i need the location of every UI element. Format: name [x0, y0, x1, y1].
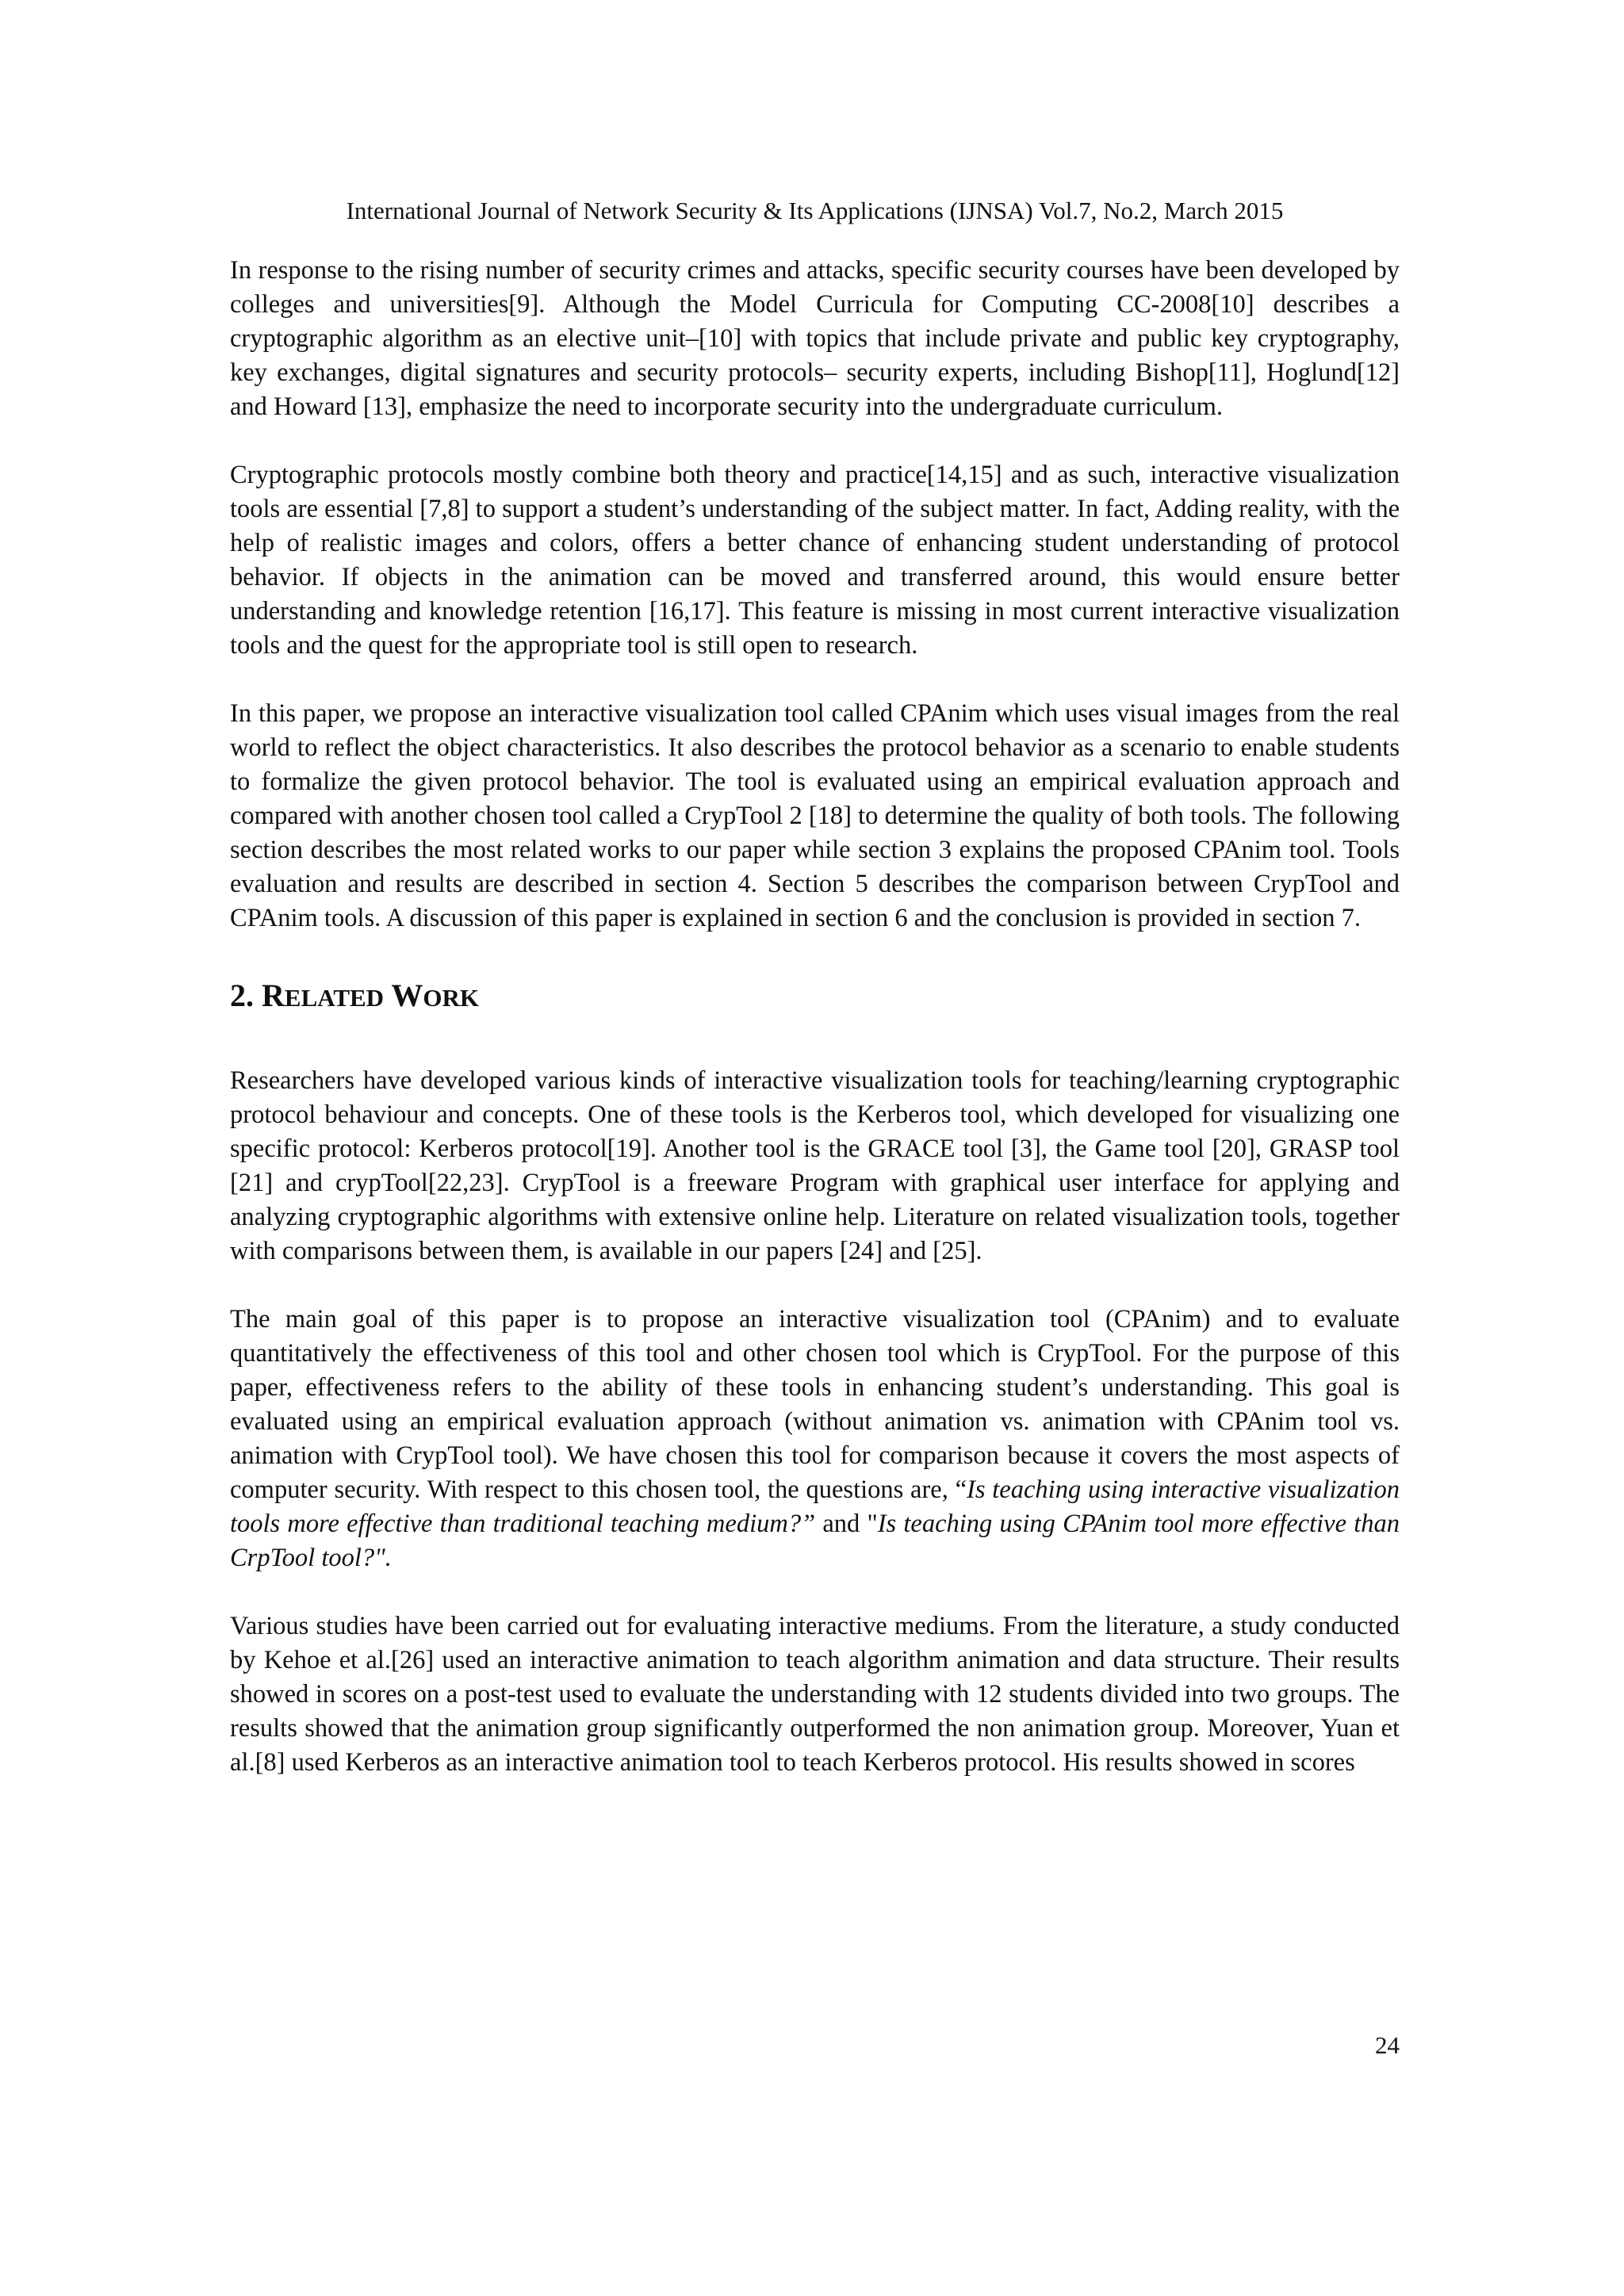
- paragraph-paper-proposal: In this paper, we propose an interactive visualization tool called CPAnim which uses visual images from the real world to reflect the object characteristics. It also describes the protocol behavior as a scenario to enable students to formalize the given protocol behavior. The tool is evaluated using an empirical evaluation approach and compared with another chosen tool called a CrypTool 2 [18] to determine the quality of both tools. The following section describes the most related works to our paper while section 3 explains the proposed CPAnim tool. Tools evaluation and results are described in section 4. Section 5 describes the comparison between CrypTool and CPAnim tools. A discussion of this paper is explained in section 6 and the conclusion is provided in section 7.: [230, 699, 1400, 932]
- paragraph-related-tools: Researchers have developed various kinds of interactive visualization tools for teaching/learning cryptographic protocol behaviour and concepts. One of these tools is the Kerberos tool, which developed for visualizing one specific protocol: Kerberos protocol[19]. Another tool is the GRACE tool [3], the Game tool [20], GRASP tool [21] and crypTool[22,23]. CrypTool is a freeware Program with graphical user interface for applying and analyzing cryptographic algorithms with extensive online help. Literature on related visualization tools, together with comparisons between them, is available in our papers [24] and [25].: [230, 1066, 1400, 1265]
- section-heading-related-work: [230, 970, 1400, 1064]
- research-question-2: Is teaching using CPAnim tool more effective than CrpTool tool?".: [230, 1510, 1400, 1572]
- research-question-1: Is teaching using interactive visualization tools more effective than traditional teaching medium?”: [230, 1475, 1400, 1538]
- page-body: [230, 254, 1400, 1780]
- heading-word-related: RELATED: [262, 978, 385, 1013]
- section-number: 2.: [230, 978, 262, 1013]
- paragraph-main-goal: The main goal of this paper is to propose an interactive visualization tool (CPAnim) and to evaluate quantitatively the effectiveness of this tool and other chosen tool which is CrypTool. For the purpose of this paper, effectiveness refers to the ability of these tools in enhancing student’s understanding. This goal is evaluated using an empirical evaluation approach (without animation vs. animation with CPAnim tool vs. animation with CrypTool tool). We have chosen this tool for comparison because it covers the most aspects of computer security. With respect to this chosen tool, the questions are, “Is teaching using interactive visualization tools more effective than traditional teaching medium?” and "Is teaching using CPAnim tool more effective than CrpTool tool?".: [230, 1305, 1400, 1572]
- page-number: 24: [1375, 2031, 1400, 2059]
- running-header: International Journal of Network Security & Its Applications (IJNSA) Vol.7, No.2, March 2015: [346, 197, 1284, 224]
- paragraph-intro-security-courses: In response to the rising number of security crimes and attacks, specific security courses have been developed by colleges and universities[9]. Although the Model Curricula for Computing CC-2008[10] describes a cryptographic algorithm as an elective unit–[10] with topics that include private and public key cryptography, key exchanges, digital signatures and security protocols– security experts, including Bishop[11], Hoglund[12] and Howard [13], emphasize the need to incorporate security into the undergraduate curriculum.: [230, 256, 1400, 421]
- paragraph-evaluation-studies: Various studies have been carried out for evaluating interactive mediums. From the literature, a study conducted by Kehoe et al.[26] used an interactive animation to teach algorithm animation and data structure. Their results showed in scores on a post-test used to evaluate the understanding with 12 students divided into two groups. The results showed that the animation group significantly outperformed the non animation group. Moreover, Yuan et al.[8] used Kerberos as an interactive animation tool to teach Kerberos protocol. His results showed in scores: [230, 1612, 1400, 1777]
- heading-word-work: WORK: [391, 978, 479, 1013]
- paragraph-cryptographic-protocols: Cryptographic protocols mostly combine both theory and practice[14,15] and as such, interactive visualization tools are essential [7,8] to support a student’s understanding of the subject matter. In fact, Adding reality, with the help of realistic images and colors, offers a better chance of enhancing student understanding of protocol behavior. If objects in the animation can be moved and transferred around, this would ensure better understanding and knowledge retention [16,17]. This feature is missing in most current interactive visualization tools and the quest for the appropriate tool is still open to research.: [230, 461, 1400, 660]
